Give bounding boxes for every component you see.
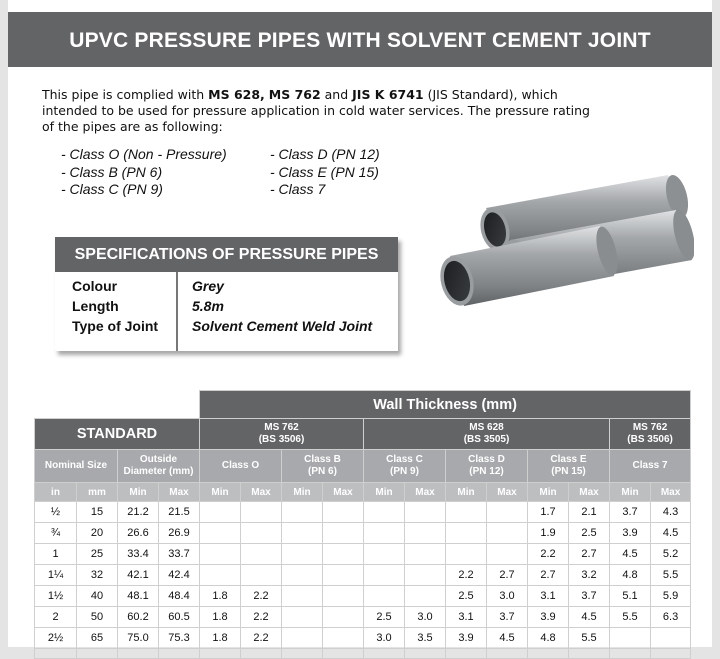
table-cell <box>487 523 528 544</box>
unit-header: Min <box>364 483 405 502</box>
specifications-body <box>55 272 398 351</box>
table-cell: 2.1 <box>569 502 610 523</box>
spec-label: Type of Joint <box>72 318 159 334</box>
header-line: Class D <box>468 454 505 465</box>
table-cell: 1¼ <box>35 565 77 586</box>
class-list-left <box>61 146 227 199</box>
table-cell <box>200 649 241 659</box>
table-cell <box>446 649 487 659</box>
table-cell: 2.7 <box>487 565 528 586</box>
header-line: Diameter (mm) <box>123 466 194 477</box>
table-cell: 1.7 <box>528 502 569 523</box>
page-title: UPVC PRESSURE PIPES WITH SOLVENT CEMENT JOINT <box>8 12 712 67</box>
table-cell: 21.5 <box>159 502 200 523</box>
table-cell <box>282 628 323 649</box>
table-cell: 6.3 <box>651 607 691 628</box>
spec-value: Grey <box>192 278 224 294</box>
table-cell: 4.5 <box>487 628 528 649</box>
table-cell: 5.1 <box>610 586 651 607</box>
unit-header: Max <box>323 483 364 502</box>
table-cell <box>651 628 691 649</box>
table-cell: 33.7 <box>159 544 200 565</box>
spec-value: 5.8m <box>192 298 224 314</box>
table-cell <box>405 649 446 659</box>
unit-header: Min <box>446 483 487 502</box>
table-body <box>35 502 691 659</box>
wall-thickness-header: Wall Thickness (mm) <box>200 391 691 419</box>
table-cell: 2.5 <box>569 523 610 544</box>
table-cell <box>364 586 405 607</box>
table-cell: 1.8 <box>200 607 241 628</box>
specifications-box <box>55 237 398 351</box>
class-item: - Class E (PN 15) <box>270 163 379 180</box>
table-cell <box>77 649 118 659</box>
spec-label: Length <box>72 298 119 314</box>
table-cell <box>282 544 323 565</box>
blank-corner <box>35 391 200 419</box>
header-line: Class B <box>304 454 341 465</box>
class-item: - Class O (Non - Pressure) <box>61 146 227 162</box>
class-d-header <box>446 450 528 483</box>
class-item: - Class C (PN 9) <box>61 181 163 197</box>
table-cell: 3.5 <box>405 628 446 649</box>
header-line: (PN 12) <box>469 466 504 477</box>
table-cell <box>364 502 405 523</box>
table-cell: 3.7 <box>610 502 651 523</box>
unit-header: Min <box>118 483 159 502</box>
table-cell <box>323 544 364 565</box>
table-cell <box>118 649 159 659</box>
table-cell: 2½ <box>35 628 77 649</box>
table-cell <box>35 649 77 659</box>
header-line: (PN 9) <box>390 466 419 477</box>
table-cell <box>282 565 323 586</box>
wall-thickness-table <box>34 390 691 659</box>
table-cell: 26.6 <box>118 523 159 544</box>
table-cell: 3.1 <box>446 607 487 628</box>
spec-row-joint <box>55 318 398 338</box>
table-cell: 4.8 <box>610 565 651 586</box>
table-cell <box>405 586 446 607</box>
class-list-right <box>270 146 380 199</box>
table-cell <box>323 586 364 607</box>
table-cell: ½ <box>35 502 77 523</box>
specifications-title: SPECIFICATIONS OF PRESSURE PIPES <box>55 237 398 272</box>
table-cell: 5.5 <box>610 607 651 628</box>
ms762-class7-header <box>610 419 691 450</box>
standard-jis: JIS K 6741 <box>352 87 424 102</box>
class-e-header <box>528 450 610 483</box>
table-cell: 60.5 <box>159 607 200 628</box>
table-cell: 5.5 <box>569 628 610 649</box>
table-cell: 42.1 <box>118 565 159 586</box>
unit-header: Max <box>651 483 691 502</box>
table-cell <box>364 523 405 544</box>
table-cell: 1.9 <box>528 523 569 544</box>
table-cell: 2 <box>35 607 77 628</box>
header-line: (PN 6) <box>308 466 337 477</box>
table-cell <box>569 649 610 659</box>
table-cell: 3.9 <box>528 607 569 628</box>
class-b-header <box>282 450 364 483</box>
table-row-partial <box>35 649 691 659</box>
table-cell <box>282 502 323 523</box>
table-cell <box>651 649 691 659</box>
table-cell: 3.0 <box>405 607 446 628</box>
table-cell: 25 <box>77 544 118 565</box>
table-row <box>35 628 691 649</box>
table-cell <box>200 544 241 565</box>
table-cell: 40 <box>77 586 118 607</box>
unit-header: Min <box>610 483 651 502</box>
table-cell: 3.0 <box>364 628 405 649</box>
spec-label: Colour <box>72 278 118 294</box>
table-cell <box>323 628 364 649</box>
table-cell: 75.0 <box>118 628 159 649</box>
table-cell: 5.2 <box>651 544 691 565</box>
table-cell <box>200 502 241 523</box>
table-cell: 2.5 <box>446 586 487 607</box>
table-cell: 2.5 <box>364 607 405 628</box>
table-cell: 2.2 <box>528 544 569 565</box>
header-line: Outside <box>139 454 178 465</box>
table-row <box>35 502 691 523</box>
standard-ref: (BS 3505) <box>463 434 510 445</box>
pipes-illustration <box>418 170 694 320</box>
table-cell: 65 <box>77 628 118 649</box>
table-cell <box>364 649 405 659</box>
table-cell <box>323 649 364 659</box>
table-cell <box>405 544 446 565</box>
table-cell: 3.9 <box>446 628 487 649</box>
table-cell <box>241 523 282 544</box>
intro-text: This pipe is complied with <box>42 87 209 102</box>
table-cell: 21.2 <box>118 502 159 523</box>
table-cell: 3.7 <box>569 586 610 607</box>
class-o-header: Class O <box>200 450 282 483</box>
table-cell <box>241 544 282 565</box>
table-cell <box>241 565 282 586</box>
table-cell: 2.2 <box>241 628 282 649</box>
unit-header: Max <box>569 483 610 502</box>
unit-header: Max <box>159 483 200 502</box>
table-cell: 32 <box>77 565 118 586</box>
table-cell: 1 <box>35 544 77 565</box>
table-cell <box>323 607 364 628</box>
table-cell <box>200 565 241 586</box>
table-row <box>35 586 691 607</box>
unit-header: Max <box>241 483 282 502</box>
table-cell <box>159 649 200 659</box>
table-cell: 26.9 <box>159 523 200 544</box>
table-cell: 4.3 <box>651 502 691 523</box>
unit-header: in <box>35 483 77 502</box>
table-cell <box>487 649 528 659</box>
table-cell: 3.9 <box>610 523 651 544</box>
table-cell <box>323 502 364 523</box>
intro-text: and <box>320 87 353 102</box>
table-cell <box>323 565 364 586</box>
table-cell <box>446 523 487 544</box>
table-cell: 20 <box>77 523 118 544</box>
table-cell: 50 <box>77 607 118 628</box>
table-cell <box>364 544 405 565</box>
intro-paragraph <box>42 87 602 135</box>
unit-header: Min <box>282 483 323 502</box>
class-c-header <box>364 450 446 483</box>
standard-name: MS 762 <box>264 422 299 433</box>
table-cell <box>241 649 282 659</box>
table-cell: 1.8 <box>200 628 241 649</box>
table-cell <box>487 544 528 565</box>
class-item: - Class D (PN 12) <box>270 146 380 162</box>
table-cell <box>610 649 651 659</box>
table-cell <box>405 565 446 586</box>
spec-row-colour <box>55 278 398 298</box>
unit-header: Max <box>405 483 446 502</box>
outside-diameter-header <box>118 450 200 483</box>
table-cell <box>282 586 323 607</box>
table-row <box>35 607 691 628</box>
unit-header: Min <box>200 483 241 502</box>
table-cell <box>528 649 569 659</box>
class-item: - Class B (PN 6) <box>61 163 163 180</box>
table-cell: 2.7 <box>569 544 610 565</box>
class-7-header: Class 7 <box>610 450 691 483</box>
table-cell: 42.4 <box>159 565 200 586</box>
table-cell: 1½ <box>35 586 77 607</box>
unit-header: Max <box>487 483 528 502</box>
standard-ms762: MS 762 <box>268 87 321 102</box>
table-cell: 75.3 <box>159 628 200 649</box>
table-cell <box>446 502 487 523</box>
header-line: (PN 15) <box>551 466 586 477</box>
standard-ref: (BS 3506) <box>627 434 673 445</box>
table-cell <box>282 523 323 544</box>
table-cell <box>487 502 528 523</box>
table-cell: 4.5 <box>610 544 651 565</box>
table-cell: 5.5 <box>651 565 691 586</box>
standard-ms628: MS 628, <box>208 87 265 102</box>
table-cell: 3.2 <box>569 565 610 586</box>
table-cell: 5.9 <box>651 586 691 607</box>
table-cell: ¾ <box>35 523 77 544</box>
header-line: Class C <box>386 454 423 465</box>
class-item: - Class 7 <box>270 181 326 197</box>
unit-header: Min <box>528 483 569 502</box>
spec-row-length <box>55 298 398 318</box>
table-cell: 48.4 <box>159 586 200 607</box>
table-cell: 15 <box>77 502 118 523</box>
table-cell: 2.2 <box>241 607 282 628</box>
table-cell <box>610 628 651 649</box>
nominal-size-header: Nominal Size <box>35 450 118 483</box>
unit-header-row <box>35 483 691 502</box>
table-cell <box>405 502 446 523</box>
standard-header: STANDARD <box>35 419 200 450</box>
table-cell: 4.5 <box>569 607 610 628</box>
table-row <box>35 565 691 586</box>
wall-thickness-table-wrap <box>34 390 690 659</box>
table-cell <box>405 523 446 544</box>
table-cell <box>282 607 323 628</box>
table-cell: 3.1 <box>528 586 569 607</box>
table-row <box>35 544 691 565</box>
table-cell: 4.5 <box>651 523 691 544</box>
table-cell <box>200 523 241 544</box>
table-cell: 4.8 <box>528 628 569 649</box>
unit-header: mm <box>77 483 118 502</box>
table-cell <box>323 523 364 544</box>
table-cell <box>282 649 323 659</box>
table-cell: 2.2 <box>241 586 282 607</box>
table-cell <box>241 502 282 523</box>
table-cell: 48.1 <box>118 586 159 607</box>
spec-value: Solvent Cement Weld Joint <box>192 318 373 334</box>
table-cell <box>446 544 487 565</box>
standard-name: MS 628 <box>469 422 504 433</box>
standard-name: MS 762 <box>632 422 668 433</box>
ms762-header <box>200 419 364 450</box>
table-cell: 3.7 <box>487 607 528 628</box>
table-cell: 2.2 <box>446 565 487 586</box>
table-cell <box>364 565 405 586</box>
ms628-header <box>364 419 610 450</box>
table-cell: 1.8 <box>200 586 241 607</box>
table-cell: 33.4 <box>118 544 159 565</box>
table-row <box>35 523 691 544</box>
header-line: Class E <box>550 454 587 465</box>
intro-text: (JIS Standard), which intended to be used for pressure application in cold water services. The pressure rating of the pipes are as following: <box>42 87 590 134</box>
standard-ref: (BS 3506) <box>258 434 305 445</box>
table-cell: 60.2 <box>118 607 159 628</box>
table-cell: 2.7 <box>528 565 569 586</box>
table-cell: 3.0 <box>487 586 528 607</box>
